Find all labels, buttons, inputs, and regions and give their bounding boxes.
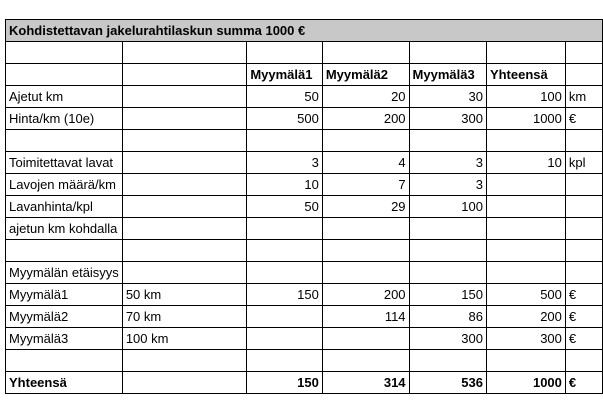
cell[interactable]: 86 — [409, 306, 486, 328]
cell[interactable]: € — [565, 372, 602, 394]
table-row — [6, 130, 603, 152]
cell[interactable] — [409, 42, 486, 64]
cell[interactable] — [247, 306, 323, 328]
cell[interactable] — [486, 42, 565, 64]
cell[interactable] — [122, 42, 247, 64]
cell[interactable] — [122, 240, 247, 262]
cell[interactable]: Myymälä3 — [409, 64, 486, 86]
cell[interactable]: 314 — [322, 372, 409, 394]
table-row — [6, 196, 603, 218]
cell[interactable] — [122, 372, 247, 394]
table-row — [6, 218, 603, 240]
cell[interactable]: Myymälä1 — [247, 64, 323, 86]
cell[interactable]: 4 — [322, 152, 409, 174]
cell[interactable]: Myymälä3 — [6, 328, 123, 350]
cell[interactable] — [122, 350, 247, 372]
cell[interactable] — [122, 196, 247, 218]
cell[interactable]: 30 — [409, 86, 486, 108]
cell[interactable] — [322, 218, 409, 240]
cell[interactable] — [409, 130, 486, 152]
cell[interactable] — [122, 86, 247, 108]
cell[interactable]: 150 — [247, 372, 323, 394]
table-row — [6, 86, 603, 108]
cell[interactable]: 3 — [247, 152, 323, 174]
cell[interactable] — [322, 328, 409, 350]
cell[interactable] — [486, 130, 565, 152]
cell[interactable]: Lavanhinta/kpl — [6, 196, 123, 218]
table-row — [6, 64, 603, 86]
table-row — [6, 108, 603, 130]
cell[interactable]: 300 — [486, 328, 565, 350]
table-row — [6, 42, 603, 64]
cell[interactable] — [486, 240, 565, 262]
cell[interactable]: 114 — [322, 306, 409, 328]
cell[interactable]: 100 — [486, 86, 565, 108]
cell[interactable] — [247, 262, 323, 284]
cell[interactable] — [486, 174, 565, 196]
table-row — [6, 372, 603, 394]
cell[interactable] — [322, 42, 409, 64]
table-row — [6, 306, 603, 328]
cell[interactable]: 50 — [247, 196, 323, 218]
cell[interactable] — [6, 240, 123, 262]
cell[interactable] — [486, 262, 565, 284]
cell[interactable]: Toimitettavat lavat — [6, 152, 123, 174]
cell[interactable] — [122, 130, 247, 152]
cell[interactable] — [565, 350, 602, 372]
cell[interactable]: 100 — [409, 196, 486, 218]
cell[interactable]: 3 — [409, 152, 486, 174]
table-row — [6, 262, 603, 284]
cell[interactable]: Yhteensä — [6, 372, 123, 394]
cell[interactable]: Myymälä2 — [322, 64, 409, 86]
cell[interactable] — [565, 262, 602, 284]
cell[interactable]: 200 — [322, 108, 409, 130]
cell[interactable] — [322, 350, 409, 372]
cell[interactable] — [565, 42, 602, 64]
cell[interactable] — [565, 130, 602, 152]
cell[interactable] — [565, 240, 602, 262]
cell[interactable]: 10 — [486, 152, 565, 174]
cell[interactable]: € — [565, 306, 602, 328]
cell[interactable] — [122, 108, 247, 130]
cell[interactable]: 29 — [322, 196, 409, 218]
cell[interactable]: 70 km — [122, 306, 247, 328]
cell[interactable] — [6, 350, 123, 372]
cell[interactable]: 50 km — [122, 284, 247, 306]
cell[interactable] — [565, 174, 602, 196]
cell[interactable] — [565, 64, 602, 86]
cell[interactable] — [247, 42, 323, 64]
cell[interactable]: 200 — [486, 306, 565, 328]
cell[interactable]: Myymälä2 — [6, 306, 123, 328]
sheet-title[interactable]: Kohdistettavan jakelurahtilaskun summa 1000 € — [6, 20, 603, 42]
cell[interactable]: 10 — [247, 174, 323, 196]
cell[interactable] — [6, 42, 123, 64]
table-row — [6, 152, 603, 174]
table-row — [6, 174, 603, 196]
cell[interactable]: 1000 — [486, 108, 565, 130]
cell[interactable] — [322, 240, 409, 262]
cell[interactable]: 50 — [247, 86, 323, 108]
cell[interactable]: 1000 — [486, 372, 565, 394]
cell[interactable]: ajetun km kohdalla — [6, 218, 123, 240]
cell[interactable]: 20 — [322, 86, 409, 108]
cell[interactable]: 150 — [409, 284, 486, 306]
cell[interactable] — [247, 350, 323, 372]
cell[interactable] — [322, 262, 409, 284]
cell[interactable] — [486, 350, 565, 372]
cell[interactable]: Ajetut km — [6, 86, 123, 108]
cell[interactable]: km — [565, 86, 602, 108]
cell[interactable] — [247, 218, 323, 240]
cell[interactable]: 100 km — [122, 328, 247, 350]
cell[interactable] — [247, 328, 323, 350]
table-row — [6, 328, 603, 350]
cell[interactable]: 200 — [322, 284, 409, 306]
cell[interactable]: kpl — [565, 152, 602, 174]
cell[interactable]: Myymälän etäisyys — [6, 262, 123, 284]
cell[interactable]: 7 — [322, 174, 409, 196]
cell[interactable] — [122, 218, 247, 240]
cell[interactable] — [486, 196, 565, 218]
cell[interactable] — [409, 218, 486, 240]
cell[interactable]: Lavojen määrä/km — [6, 174, 123, 196]
title-row — [6, 20, 603, 42]
cell[interactable]: Hinta/km (10e) — [6, 108, 123, 130]
cell[interactable]: 300 — [409, 108, 486, 130]
cell[interactable] — [565, 218, 602, 240]
cell[interactable] — [122, 152, 247, 174]
cell[interactable] — [122, 64, 247, 86]
cell[interactable]: € — [565, 284, 602, 306]
cell[interactable]: Yhteensä — [486, 64, 565, 86]
cell[interactable] — [122, 174, 247, 196]
cell[interactable]: € — [565, 108, 602, 130]
cell[interactable]: 500 — [486, 284, 565, 306]
table-row — [6, 284, 603, 306]
cell[interactable]: 536 — [409, 372, 486, 394]
cell[interactable] — [565, 196, 602, 218]
cell[interactable]: 500 — [247, 108, 323, 130]
cell[interactable]: € — [565, 328, 602, 350]
spreadsheet-table — [5, 19, 603, 394]
cell[interactable]: 300 — [409, 328, 486, 350]
cell[interactable] — [6, 64, 123, 86]
cell[interactable] — [247, 130, 323, 152]
cell[interactable] — [409, 350, 486, 372]
cell[interactable]: 150 — [247, 284, 323, 306]
cell[interactable] — [247, 240, 323, 262]
cell[interactable] — [409, 262, 486, 284]
cell[interactable] — [486, 218, 565, 240]
cell[interactable] — [122, 262, 247, 284]
cell[interactable] — [6, 130, 123, 152]
cell[interactable] — [409, 240, 486, 262]
table-row — [6, 240, 603, 262]
cell[interactable]: Myymälä1 — [6, 284, 123, 306]
cell[interactable]: 3 — [409, 174, 486, 196]
cell[interactable] — [322, 130, 409, 152]
table-row — [6, 350, 603, 372]
